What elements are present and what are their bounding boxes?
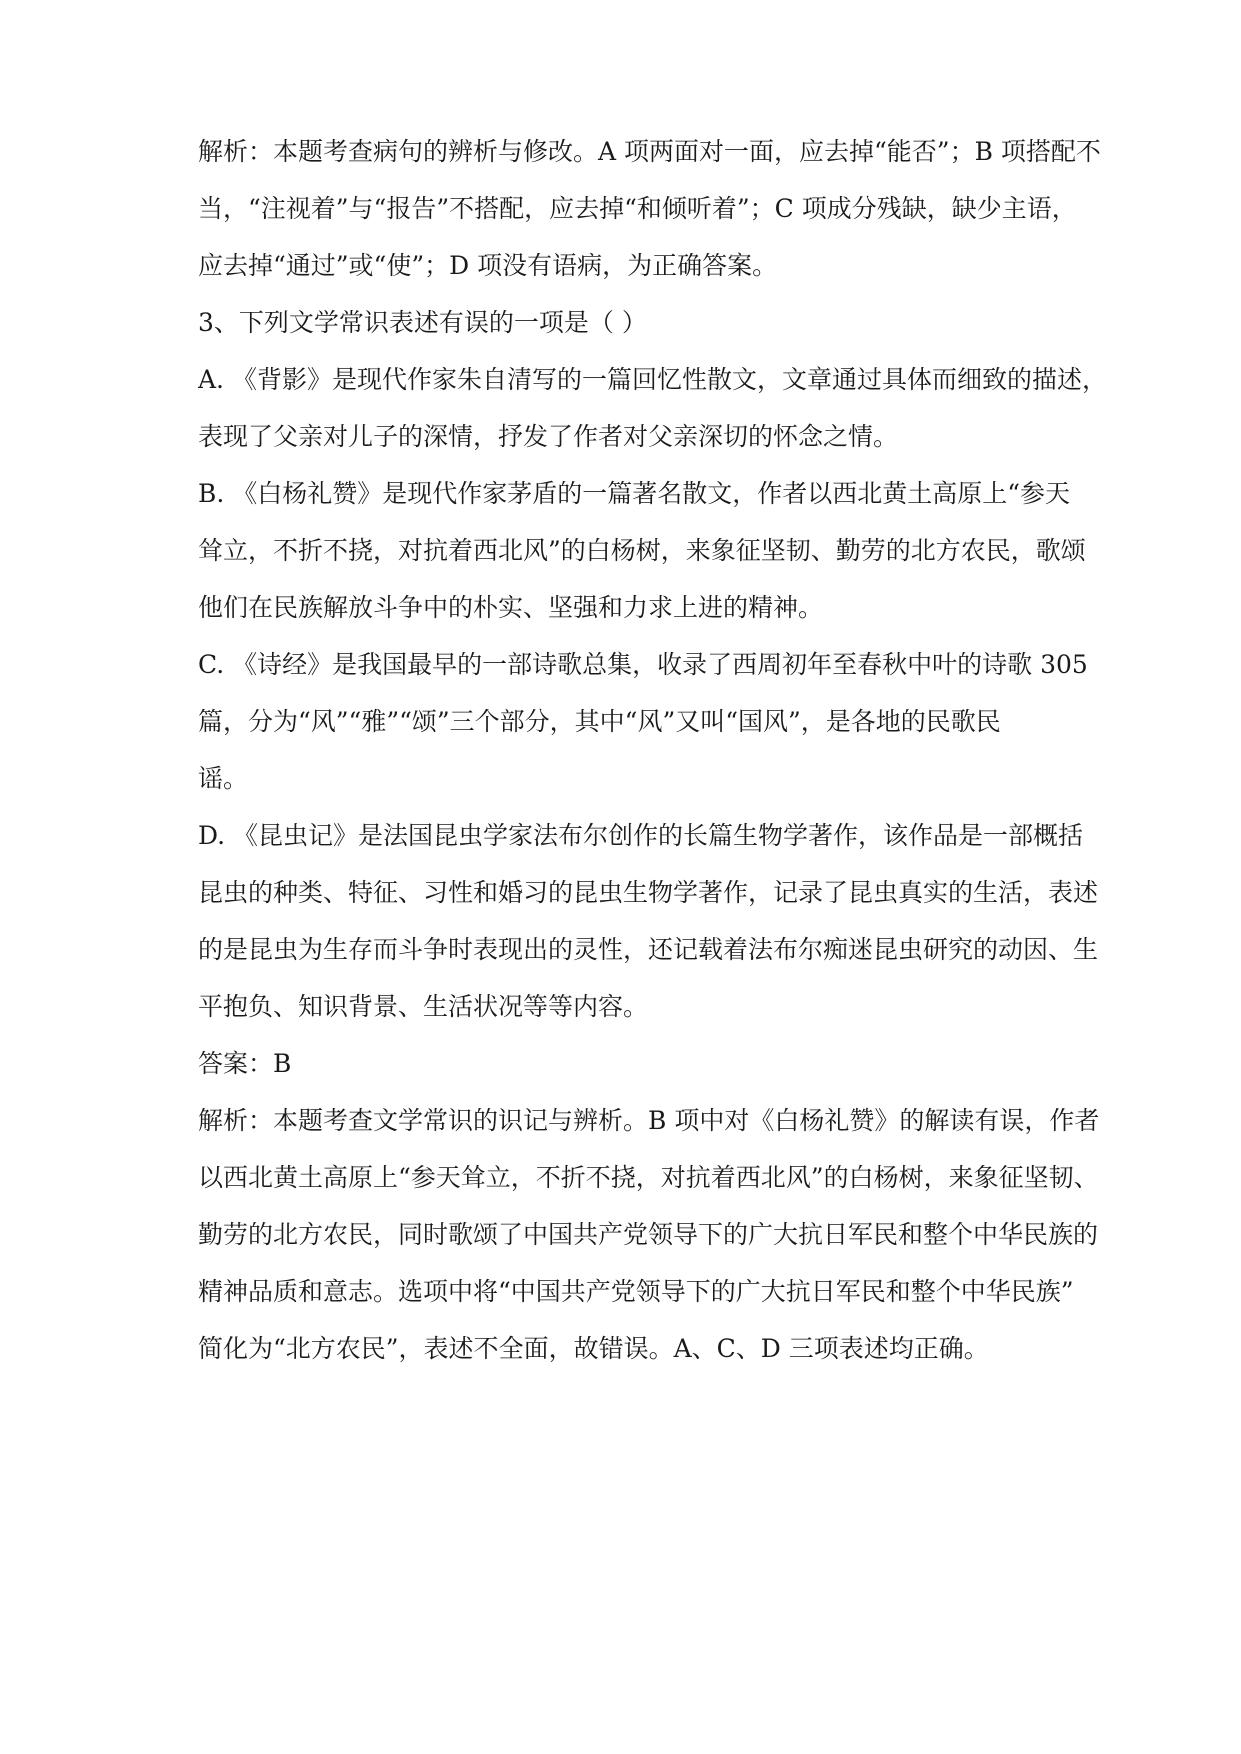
answer-q3: 答案：B — [198, 1049, 292, 1078]
option-b-line-2: 耸立，不折不挠，对抗着西北风”的白杨树，来象征坚韧、勤劳的北方农民，歌颂 — [198, 536, 1086, 565]
option-d-line-1: D. 《昆虫记》是法国昆虫学家法布尔创作的长篇生物学著作，该作品是一部概括 — [198, 821, 1084, 850]
option-d-line-3: 的是昆虫为生存而斗争时表现出的灵性，还记载着法布尔痴迷昆虫研究的动因、生 — [198, 935, 1099, 964]
option-a-line-1: A. 《背影》是现代作家朱自清写的一篇回忆性散文，文章通过具体而细致的描述， — [198, 365, 1107, 394]
question-3-stem: 3、下列文学常识表述有误的一项是（ ） — [198, 308, 647, 337]
analysis-q3-line-1: 解析：本题考查文学常识的识记与辨析。B 项中对《白杨礼赞》的解读有误，作者 — [198, 1106, 1100, 1135]
option-d-line-2: 昆虫的种类、特征、习性和婚习的昆虫生物学著作，记录了昆虫真实的生活，表述 — [198, 878, 1099, 907]
option-c-line-1: C. 《诗经》是我国最早的一部诗歌总集，收录了西周初年至春秋中叶的诗歌 305 — [198, 650, 1088, 679]
analysis-q2-line-2: 当，“注视着”与“报告”不搭配，应去掉“和倾听着”；C 项成分残缺，缺少主语， — [198, 194, 1077, 223]
option-b-line-1: B. 《白杨礼赞》是现代作家茅盾的一篇著名散文，作者以西北黄土高原上“参天 — [198, 479, 1071, 508]
analysis-q3-line-3: 勤劳的北方农民，同时歌颂了中国共产党领导下的广大抗日军民和整个中华民族的 — [198, 1220, 1099, 1249]
option-d-line-4: 平抱负、知识背景、生活状况等等内容。 — [198, 992, 649, 1021]
analysis-q3-line-5: 简化为“北方农民”，表述不全面，故错误。A、C、D 三项表述均正确。 — [198, 1334, 989, 1363]
option-c-line-3: 谣。 — [198, 764, 249, 793]
option-c-line-2: 篇，分为“风”“雅”“颂”三个部分，其中“风”又叫“国风”，是各地的民歌民 — [198, 707, 1001, 736]
analysis-q3-line-2: 以西北黄土高原上“参天耸立，不折不挠，对抗着西北风”的白杨树，来象征坚韧、 — [198, 1163, 1099, 1192]
option-b-line-3: 他们在民族解放斗争中的朴实、坚强和力求上进的精神。 — [198, 593, 824, 622]
analysis-q3-line-4: 精神品质和意志。选项中将“中国共产党领导下的广大抗日军民和整个中华民族” — [198, 1277, 1074, 1306]
option-a-line-2: 表现了父亲对儿子的深情，抒发了作者对父亲深切的怀念之情。 — [198, 422, 899, 451]
analysis-q2-line-1: 解析：本题考查病句的辨析与修改。A 项两面对一面，应去掉“能否”；B 项搭配不 — [198, 137, 1101, 166]
analysis-q2-line-3: 应去掉“通过”或“使”；D 项没有语病，为正确答案。 — [198, 251, 778, 280]
